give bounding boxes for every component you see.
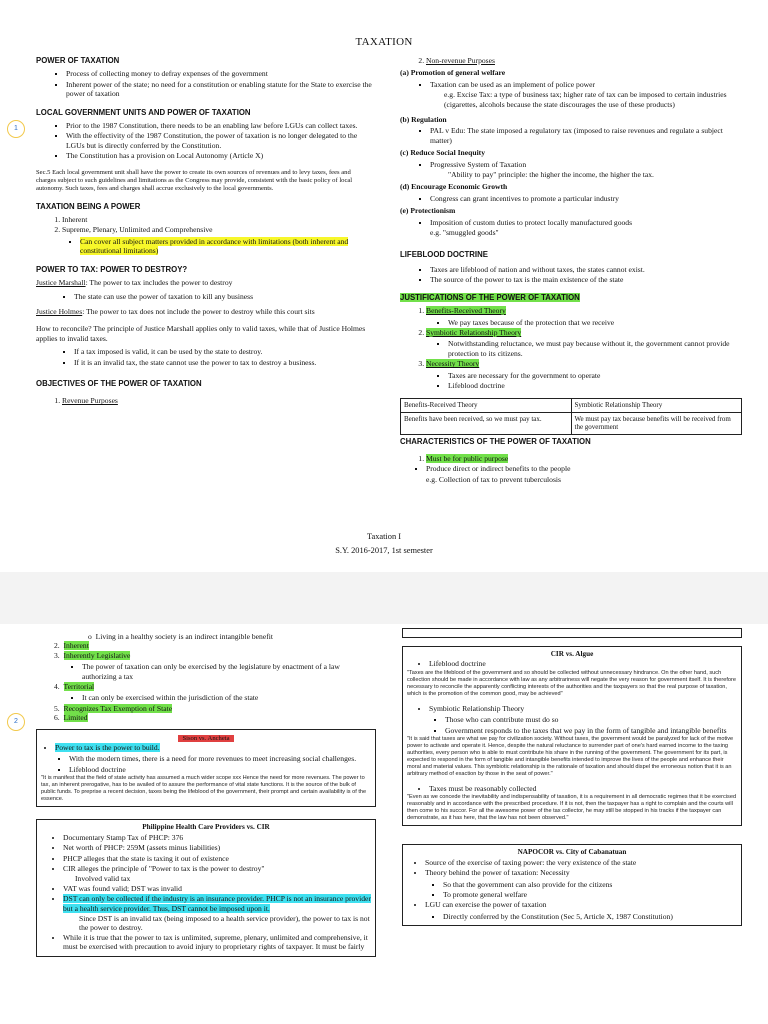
cir-list-3 — [407, 784, 737, 793]
circle-bullet-icon: o — [88, 632, 96, 641]
marshall-name: Justice Marshall — [36, 278, 86, 288]
comment-marker-1[interactable]: 1 — [7, 120, 25, 138]
case-title-sison — [41, 733, 371, 743]
living-note — [36, 632, 376, 641]
living-text: Living in a healthy society is an indirect intangible benefit — [95, 632, 273, 641]
list-item: ▪ Imposition of custom duties to protect locally manufactured goods — [430, 218, 742, 227]
sec5-provision: Sec.5 Each local government unit shall have the power to create its own sources of revenues and to levy taxes, fees and charges subject to such guidelines and limitations as the Congress may provide, consistent with the basic policy of local autonomy. Such taxes, fees and charges shall accrue exclusively to the local governments. — [36, 168, 353, 192]
list-item — [55, 743, 371, 774]
lgu-list — [36, 121, 372, 161]
list-item: ▪ It can only be exercised within the jurisdiction of the state — [82, 693, 376, 702]
table-cell: We must pay tax because benefits will be received from the government — [571, 412, 742, 434]
reconcile-paragraph: How to reconcile? The principle of Justice Marshall applies only to valid taxes, while that of Justice Holmes applies to invalid taxes. — [36, 324, 366, 343]
holmes-name: Justice Holmes — [36, 306, 83, 316]
section-heading-objectives: OBJECTIVES OF THE POWER OF TAXATION — [36, 378, 202, 388]
protect-label: (e) Protectionism — [400, 206, 456, 216]
list-item — [62, 396, 372, 405]
list-item: ▪ The power of taxation can only be exercised by the legislature by enactment of a law authorizing a tax — [82, 662, 376, 681]
highlighted-text: Limited — [63, 713, 88, 723]
list-item: ▪ Congress can grant incentives to promote a particular industry — [430, 194, 742, 203]
list-item: ▪ With the modern times, there is a need for more revenues to meet increasing social challenges. — [69, 754, 371, 763]
section-heading-lgu: LOCAL GOVERNMENT UNITS AND POWER OF TAXATION — [36, 107, 251, 117]
case-title-cir: CIR vs. Algue — [550, 650, 594, 658]
empty-box — [402, 628, 742, 638]
list-item: • Taxes must be reasonably collected — [429, 784, 737, 793]
highlighted-text: Must be for public purpose — [426, 454, 509, 463]
list-item — [54, 713, 376, 722]
list-item — [426, 454, 742, 463]
page1-right-column — [400, 56, 742, 484]
objectives-list — [36, 396, 372, 405]
list-item: ▪ Taxes are lifeblood of nation and without taxes, the states cannot exist. — [430, 265, 742, 274]
phcp-sub-1: Involved valid tax — [75, 874, 131, 884]
table-header-cell: Benefits-Received Theory — [401, 399, 572, 412]
list-item: • Net worth of PHCP: 259M (assets minus liabilities) — [63, 843, 371, 852]
list-item: ▪ We pay taxes because of the protection that we receive — [448, 318, 742, 327]
welfare-list — [400, 80, 742, 89]
list-item: ▪ The Constitution has a provision on Local Autonomy (Article X) — [66, 151, 372, 160]
marshall-paragraph — [36, 278, 372, 287]
section-heading-justifications — [400, 293, 742, 302]
being-list — [36, 215, 372, 256]
list-item — [80, 237, 372, 256]
growth-list — [400, 194, 742, 203]
section-heading-destroy: POWER TO TAX: POWER TO DESTROY? — [36, 264, 188, 274]
list-item: • CIR alleges the principle of "Power to tax is the power to destroy" — [63, 864, 371, 873]
table-cell: Benefits have been received, so we must pay tax. — [401, 412, 572, 434]
page2-left-column — [36, 632, 376, 957]
list-item: • Documentary Stamp Tax of PHCP: 376 — [63, 833, 371, 842]
list-item: ▪ So that the government can also provide for the citizens — [443, 880, 737, 889]
theory-label: Symbiotic Relationship Theory — [429, 703, 525, 713]
characteristics-cont — [36, 641, 376, 722]
welfare-example: e.g. Excise Tax: a type of business tax; higher rate of tax can be imposed to certain industries (cigarettes, alcohols because the state discourages the use of these products) — [444, 90, 727, 109]
list-item: ▪ The source of the power to tax is the main existence of the state — [430, 275, 742, 284]
case-box-napocor — [402, 844, 742, 926]
list-item — [426, 359, 742, 390]
highlighted-text: Power to tax is the power to build. — [55, 743, 160, 753]
list-item — [54, 704, 376, 713]
list-item: • Source of the exercise of taxing power: the very existence of the state — [425, 858, 737, 867]
cir-list-2 — [407, 704, 737, 735]
list-item — [429, 704, 737, 735]
objective-label: Revenue Purposes — [62, 396, 118, 406]
case-title-text: Sison vs. Ancheta — [178, 735, 233, 742]
list-item: ▪ Taxes are necessary for the government to operate — [448, 371, 742, 380]
welfare-label: (a) Promotion of general welfare — [400, 68, 506, 78]
list-item: ▪ Progressive System of Taxation — [430, 160, 742, 169]
list-item: ▪ Produce direct or indirect benefits to the people — [426, 464, 742, 473]
cir-quote-1: "Taxes are the lifeblood of the government and so should be collected without unnecessary hindrance. On the other hand, such collection should be made in accordance with law as any arbitrariness will negate the very reason for government itself. It is therefore necessary to reconcile the apparently conflicting interests of the authorities and the taxpayers so that the real purpose of taxation, which is the promotion of the common good, may be achieved" — [407, 669, 736, 697]
list-item: • Lifeblood doctrine — [429, 659, 737, 668]
theory-comparison-table — [400, 398, 742, 434]
regulation-list — [400, 126, 742, 145]
holmes-text: : The power to tax does not include the power to destroy while this court sits — [82, 306, 315, 316]
phcp-since: Since DST is an invalid tax (being imposed to a health service provider), the power to tax is not the power to destroy. — [79, 913, 370, 933]
list-item: • VAT was found valid; DST was invalid — [63, 884, 371, 893]
list-item: ▪ Government responds to the taxes that we pay in the form of tangible and intangible benefits — [445, 726, 737, 735]
list-item: ▪ Notwithstanding reluctance, we must pay because without it, the government cannot provide protection to its citizens. — [448, 339, 742, 358]
list-item: ▪ To promote general welfare — [443, 890, 737, 899]
char-3-sub-list — [54, 662, 376, 681]
list-item: ▪ Lifeblood doctrine — [69, 765, 371, 774]
marshall-list — [36, 292, 372, 301]
marshall-text: : The power to tax includes the power to destroy — [85, 278, 233, 288]
list-item: 1. Inherent — [62, 215, 372, 224]
list-item: ▪ The state can use the power of taxation to kill any business — [74, 292, 372, 301]
napocor-list — [407, 858, 737, 921]
section-heading-lifeblood: LIFEBLOOD DOCTRINE — [400, 249, 488, 259]
table-header-cell: Symbiotic Relationship Theory — [571, 399, 742, 412]
list-item: ▪ Taxation can be used as an implement of police power — [430, 80, 742, 89]
char-4-sub-list — [54, 693, 376, 702]
page1-left-column — [36, 56, 372, 407]
section-heading-power: POWER OF TAXATION — [36, 56, 120, 65]
list-item: ▪ Prior to the 1987 Constitution, there needs to be an enabling law before LGUs can collect taxes. — [66, 121, 372, 130]
highlighted-text: Inherent — [63, 641, 89, 651]
list-item: ▪ Process of collecting money to defray expenses of the government — [66, 69, 372, 78]
list-item: ▪ If a tax imposed is valid, it can be used by the state to destroy. — [74, 347, 372, 356]
highlighted-text: JUSTIFICATIONS OF THE POWER OF TAXATION — [400, 292, 580, 302]
reconcile-list — [36, 347, 372, 367]
list-item — [425, 900, 737, 921]
protect-list — [400, 218, 742, 227]
highlighted-text: Inherently Legislative — [63, 650, 131, 660]
item-number: 6. — [54, 713, 60, 723]
highlighted-text: DST can only be collected if the industry is an insurance provider. PHCP is not an insurance provider but a health service provider. Thus, DST cannot be imposed upon it. — [63, 894, 371, 913]
list-item — [426, 56, 742, 65]
cir-quote-3: "Even as we concede the inevitability and indispensability of taxation, it is a requirement in all democratic regimes that it be exercised reasonably and in accordance with the prescribed procedure. If it is not, then the taxpayer has a right to complain and the courts will then come to his succor. For all the awesome power of the tax collector, he may still be stopped in his tracks if the taxpayer can demonstrate, as it has here, that the law has not been observed." — [407, 794, 737, 822]
item-number: 5. — [54, 703, 60, 713]
section-heading-being: TAXATION BEING A POWER — [36, 201, 141, 211]
characteristic-example: e.g. Collection of tax to prevent tuberculosis — [426, 474, 561, 484]
list-item: ▪ With the effectivity of the 1987 Constitution, the power of taxation is no longer delegated to the LGUs but is directly conferred by the Constitution. — [66, 131, 372, 150]
sison-list — [41, 743, 371, 774]
footer-course: Taxation I — [366, 532, 402, 541]
section-heading-characteristics: CHARACTERISTICS OF THE POWER OF TAXATION — [400, 436, 591, 446]
theory-label: Benefits-Received Theory — [426, 306, 506, 316]
holmes-paragraph — [36, 307, 372, 316]
list-item: • While it is true that the power to tax is unlimited, supreme, plenary, unlimited and comprehensive, it must be exercised with precaution to avoid injury to proprietary rights of taxpayer. It must be fairly — [63, 933, 371, 952]
case-box-cir — [402, 646, 742, 826]
objectives-list-cont — [400, 56, 742, 65]
highlighted-text: Can cover all subject matters provided in accordance with limitations (both inherent and constitutional limitations) — [80, 236, 349, 256]
page2-right-column — [402, 628, 742, 926]
power-list — [36, 69, 372, 98]
item-number: 2. — [54, 641, 60, 651]
list-item: ▪ Inherent power of the state; no need for a constitution or enabling statute for the State to exercise the power of taxation — [66, 80, 372, 99]
table-row — [401, 399, 742, 412]
lifeblood-list — [400, 265, 742, 285]
characteristic-sub-list — [400, 464, 742, 473]
phcp-list — [41, 833, 371, 874]
cir-quote-2: "It is said that taxes are what we pay for civilization society. Without taxes, the government would be paralyzed for lack of the motive power to activate and operate it. Hence, despite the natural reluctance to surrender part of one's hard earned income to the taxing authorities, every person who is able to must contribute his share in the running of the government. The government for its part, is expected to respond in the form of tangible and intangible benefits intended to improve the lives of the people and enhance their moral and material values. This symbiotic relationship is the rationale of taxation and should dispel the erroneous notion that it is an arbitrary method of exaction by those in the seat of power." — [407, 736, 734, 778]
list-item — [63, 894, 371, 913]
highlighted-text: Territorial — [63, 682, 95, 692]
highlighted-text: Recognizes Tax Exemption of State — [63, 703, 173, 713]
list-item-label: LGU can exercise the power of taxation — [425, 900, 547, 910]
theory-label: Symbiotic Relationship Theory — [426, 327, 522, 337]
footer-semester: S.Y. 2016-2017, 1st semester — [335, 546, 433, 555]
list-item — [426, 306, 742, 327]
list-item: • PHCP alleges that the state is taxing it out of existence — [63, 854, 371, 863]
inequity-sub: "Ability to pay" principle: the higher the income, the higher the tax. — [448, 170, 654, 180]
document-title: TAXATION — [355, 36, 413, 48]
case-title-napocor: NAPOCOR vs. City of Cabanatuan — [517, 848, 627, 857]
regulation-label: (b) Regulation — [400, 115, 447, 125]
protect-example: e.g. "smuggled goods" — [430, 228, 499, 238]
list-item — [54, 682, 376, 691]
list-item: ▪ Directly conferred by the Constitution (Sec 5, Article X, 1987 Constitution) — [443, 912, 737, 921]
objective-label: Non-revenue Purposes — [426, 56, 495, 65]
cir-list-1 — [407, 659, 737, 668]
list-item — [426, 328, 742, 358]
list-item-label: Supreme, Plenary, Unlimited and Comprehensive — [62, 225, 213, 235]
growth-label: (d) Encourage Economic Growth — [400, 182, 508, 192]
list-item — [54, 641, 376, 650]
list-item — [62, 225, 372, 255]
phcp-list-3 — [41, 933, 371, 952]
case-box-phcp — [36, 819, 376, 956]
inequity-list — [400, 160, 742, 169]
item-number: 3. — [54, 650, 60, 660]
case-box-sison — [36, 729, 376, 808]
list-item: ▪ Lifeblood doctrine — [448, 381, 742, 390]
table-row — [401, 412, 742, 434]
list-item — [54, 651, 376, 660]
phcp-list-2 — [41, 884, 371, 913]
theory-label: Necessity Theory — [426, 359, 480, 369]
list-item: ▪ If it is an invalid tax, the state cannot use the power to tax to destroy a business. — [74, 358, 372, 367]
justifications-list — [400, 306, 742, 390]
item-number: 4. — [54, 682, 60, 692]
inequity-label: (c) Reduce Social Inequity — [400, 148, 486, 158]
page-gap — [0, 572, 768, 624]
characteristics-list — [400, 454, 742, 463]
sison-quote: "It is manifest that the field of state activity has assumed a much wider scope xxx Hence the need for more revenues. The power to tax, an inherent prerogative, has to be availed of to assure the performance of vital state functions. It is the source of the bulk of public funds. To preprise a recent decision, taxes being the lifeblood of the government, their prompt and certain availability is of the essence. — [41, 775, 367, 803]
list-item — [425, 868, 737, 899]
list-item-label: Theory behind the power of taxation: Necessity — [425, 868, 570, 878]
list-item: ▪ PAL v Edu: The state imposed a regulatory tax (imposed to raise revenues and regulate a subject matter) — [430, 126, 742, 145]
list-item: ▪ Those who can contribute must do so — [445, 715, 737, 724]
case-title-phcp: Philippine Health Care Providers vs. CIR — [142, 823, 270, 832]
comment-marker-2[interactable]: 2 — [7, 713, 25, 731]
